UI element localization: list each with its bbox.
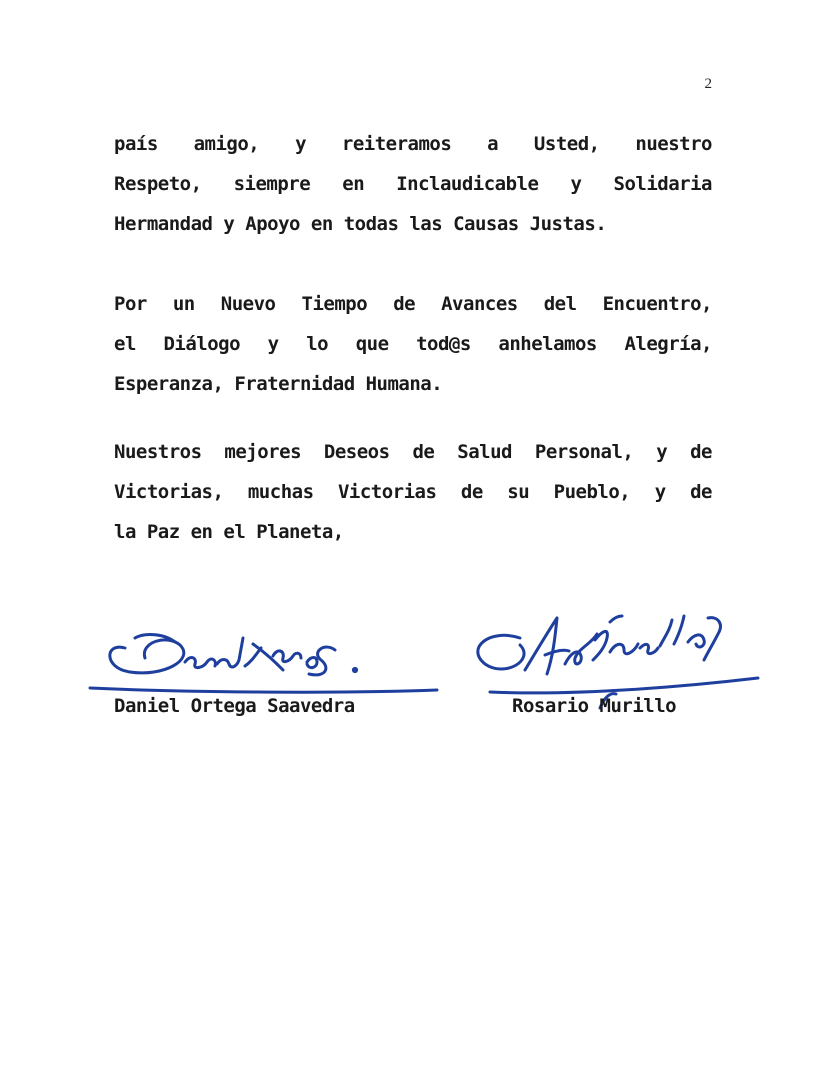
paragraph-line: Victorias, muchas Victorias de su Pueblo, y de xyxy=(114,481,712,503)
paragraph-line: Esperanza, Fraternidad Humana. xyxy=(114,373,443,395)
paragraph-line: Respeto, siempre en Inclaudicable y Solidaria xyxy=(114,173,712,195)
paragraph-closing xyxy=(114,124,712,244)
paragraph-line: Nuestros mejores Deseos de Salud Personal, y de xyxy=(114,441,712,463)
paragraph-line: la Paz en el Planeta, xyxy=(114,521,344,543)
page-number: 2 xyxy=(704,76,712,92)
paragraph-line: Hermandad y Apoyo en todas las Causas Justas. xyxy=(114,213,607,235)
paragraph-line: Por un Nuevo Tiempo de Avances del Encuentro, xyxy=(114,293,712,315)
signatory-name-right: Rosario Murillo xyxy=(512,695,677,717)
paragraph-greetings xyxy=(114,432,712,552)
paragraph-wishes xyxy=(114,284,712,404)
signature-right-image xyxy=(460,600,770,710)
paragraph-line: el Diálogo y lo que tod@s anhelamos Alegría, xyxy=(114,333,712,355)
signatory-name-left: Daniel Ortega Saavedra xyxy=(114,695,355,717)
paragraph-line: país amigo, y reiteramos a Usted, nuestro xyxy=(114,133,712,155)
signature-left-image xyxy=(85,620,445,700)
